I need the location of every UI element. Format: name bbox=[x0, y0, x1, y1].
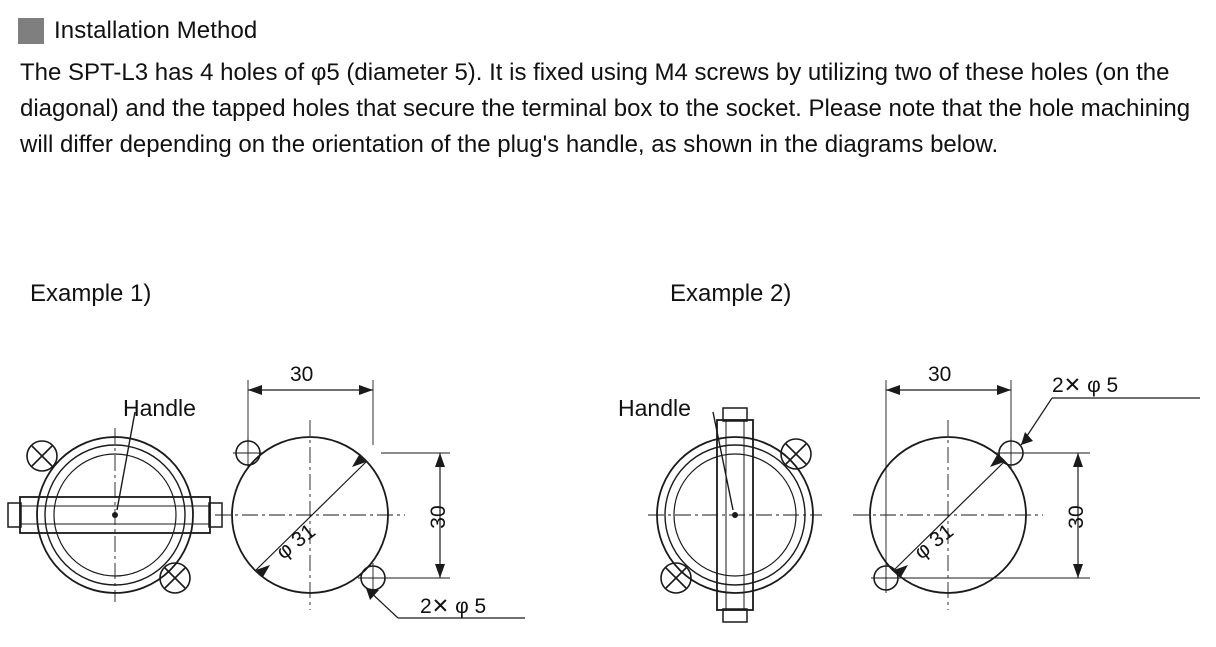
example-2-drawing bbox=[600, 350, 1216, 640]
example-2-handle-label: Handle bbox=[618, 395, 691, 421]
example-1-svg bbox=[0, 350, 600, 640]
heading-swatch-icon bbox=[18, 18, 44, 44]
example-1-dim-right: 30 bbox=[427, 505, 450, 529]
example-2-diameter-label: φ 31 bbox=[910, 519, 958, 565]
example-1-handle-label: Handle bbox=[123, 395, 196, 421]
example-1-diameter-label: φ 31 bbox=[272, 519, 320, 565]
example-2-hole-callout: 2✕ φ 5 bbox=[1052, 374, 1119, 397]
example-1-drawing bbox=[0, 350, 600, 640]
section-heading bbox=[18, 18, 257, 44]
example-1-label: Example 1) bbox=[30, 280, 152, 307]
example-2-dim-right: 30 bbox=[1065, 505, 1088, 529]
example-2-label: Example 2) bbox=[670, 280, 792, 307]
example-1-dim-top: 30 bbox=[290, 363, 314, 386]
page-title: Installation Method bbox=[54, 17, 258, 44]
body-paragraph: The SPT-L3 has 4 holes of φ5 (diameter 5). It is fixed using M4 screws by utilizing two of these holes (on the diagonal) and the tapped holes that secure the terminal box to the socket. Please note that the hole machining will differ depending on the orientation of the plug's handle, as shown in the diagrams below. bbox=[20, 59, 1191, 158]
example-2-dim-top: 30 bbox=[928, 363, 952, 386]
example-2-svg bbox=[600, 350, 1216, 640]
example-1-hole-callout: 2✕ φ 5 bbox=[420, 595, 487, 618]
